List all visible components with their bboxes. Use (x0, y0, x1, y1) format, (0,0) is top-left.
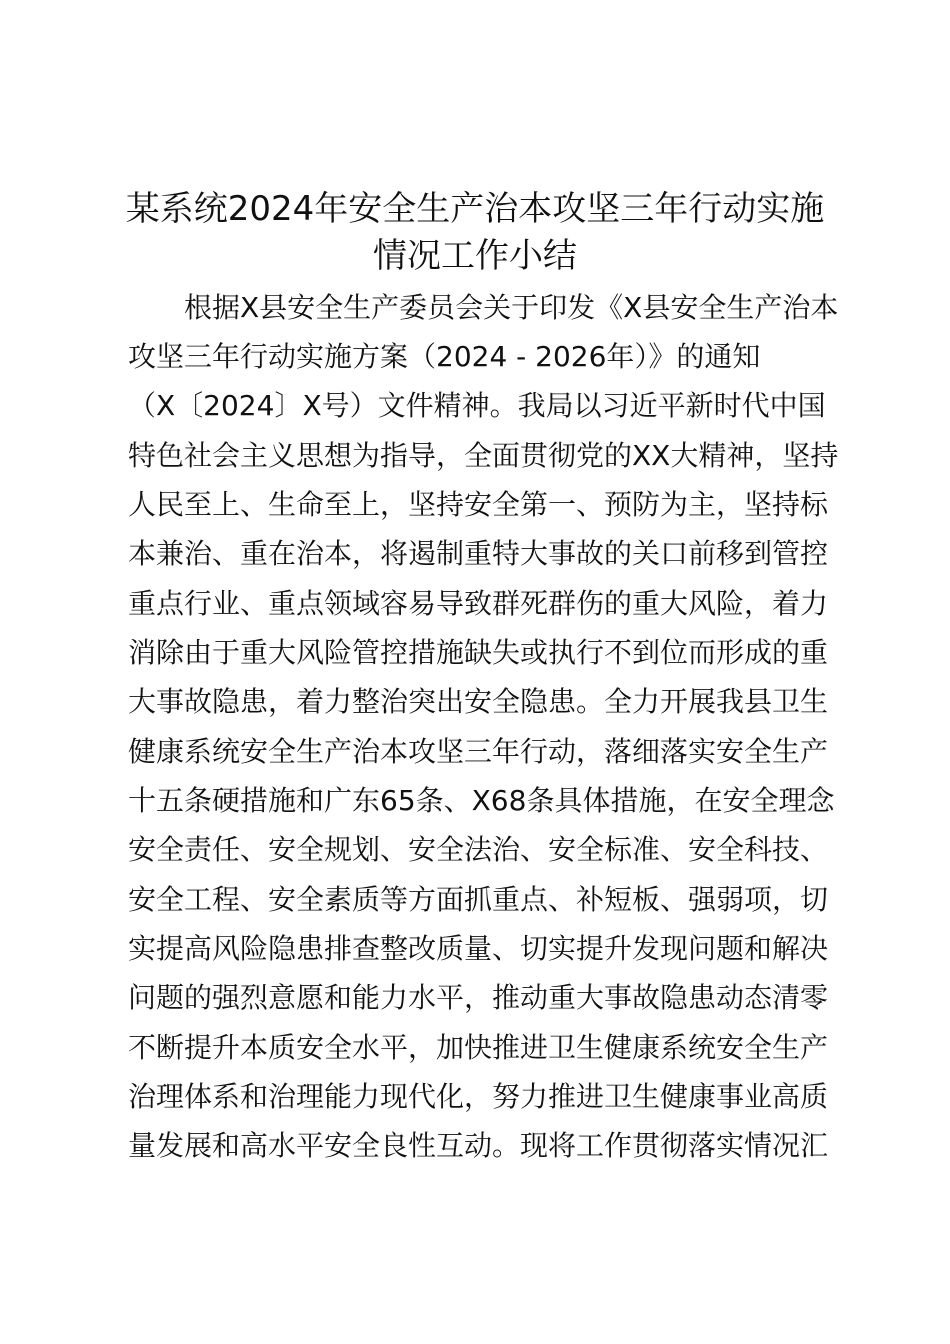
body-line: 量发展和高水平安全良性互动。现将工作贯彻落实情况汇 (128, 1129, 829, 1162)
body-line: 重点行业、重点领域容易导致群死群伤的重大风险，着力 (128, 587, 829, 620)
body-line: 大事故隐患，着力整治突出安全隐患。全力开展我县卫生 (128, 685, 829, 718)
document-title-line-1: 某系统2024年安全生产治本攻坚三年行动实施 (125, 189, 825, 229)
body-line: （X〔2024〕X号）文件精神。我局以习近平新时代中国 (128, 389, 826, 422)
body-line: 不断提升本质安全水平，加快推进卫生健康系统安全生产 (128, 1031, 829, 1064)
document-title-line-2: 情况工作小结 (373, 236, 577, 276)
body-line: 人民至上、生命至上，坚持安全第一、预防为主，坚持标 (128, 488, 829, 521)
body-line: 十五条硬措施和广东65条、X68条具体措施，在安全理念 (128, 784, 835, 817)
body-line: 本兼治、重在治本，将遏制重特大事故的关口前移到管控 (128, 537, 829, 570)
body-line: 健康系统安全生产治本攻坚三年行动，落细落实安全生产 (128, 735, 829, 768)
body-line: 安全工程、安全素质等方面抓重点、补短板、强弱项，切 (128, 883, 829, 916)
body-line: 攻坚三年行动实施方案（2024 - 2026年）》的通知 (128, 340, 761, 373)
body-line: 消除由于重大风险管控措施缺失或执行不到位而形成的重 (128, 636, 829, 669)
body-line: 问题的强烈意愿和能力水平，推动重大事故隐患动态清零 (128, 981, 829, 1014)
body-line: 实提高风险隐患排查整改质量、切实提升发现问题和解决 (128, 932, 829, 965)
body-line: 治理体系和治理能力现代化，努力推进卫生健康事业高质 (128, 1080, 829, 1113)
body-line: 安全责任、安全规划、安全法治、安全标准、安全科技、 (128, 833, 829, 866)
body-line: 根据X县安全生产委员会关于印发《X县安全生产治本 (184, 291, 839, 324)
body-line: 特色社会主义思想为指导，全面贯彻党的XX大精神，坚持 (128, 439, 839, 472)
